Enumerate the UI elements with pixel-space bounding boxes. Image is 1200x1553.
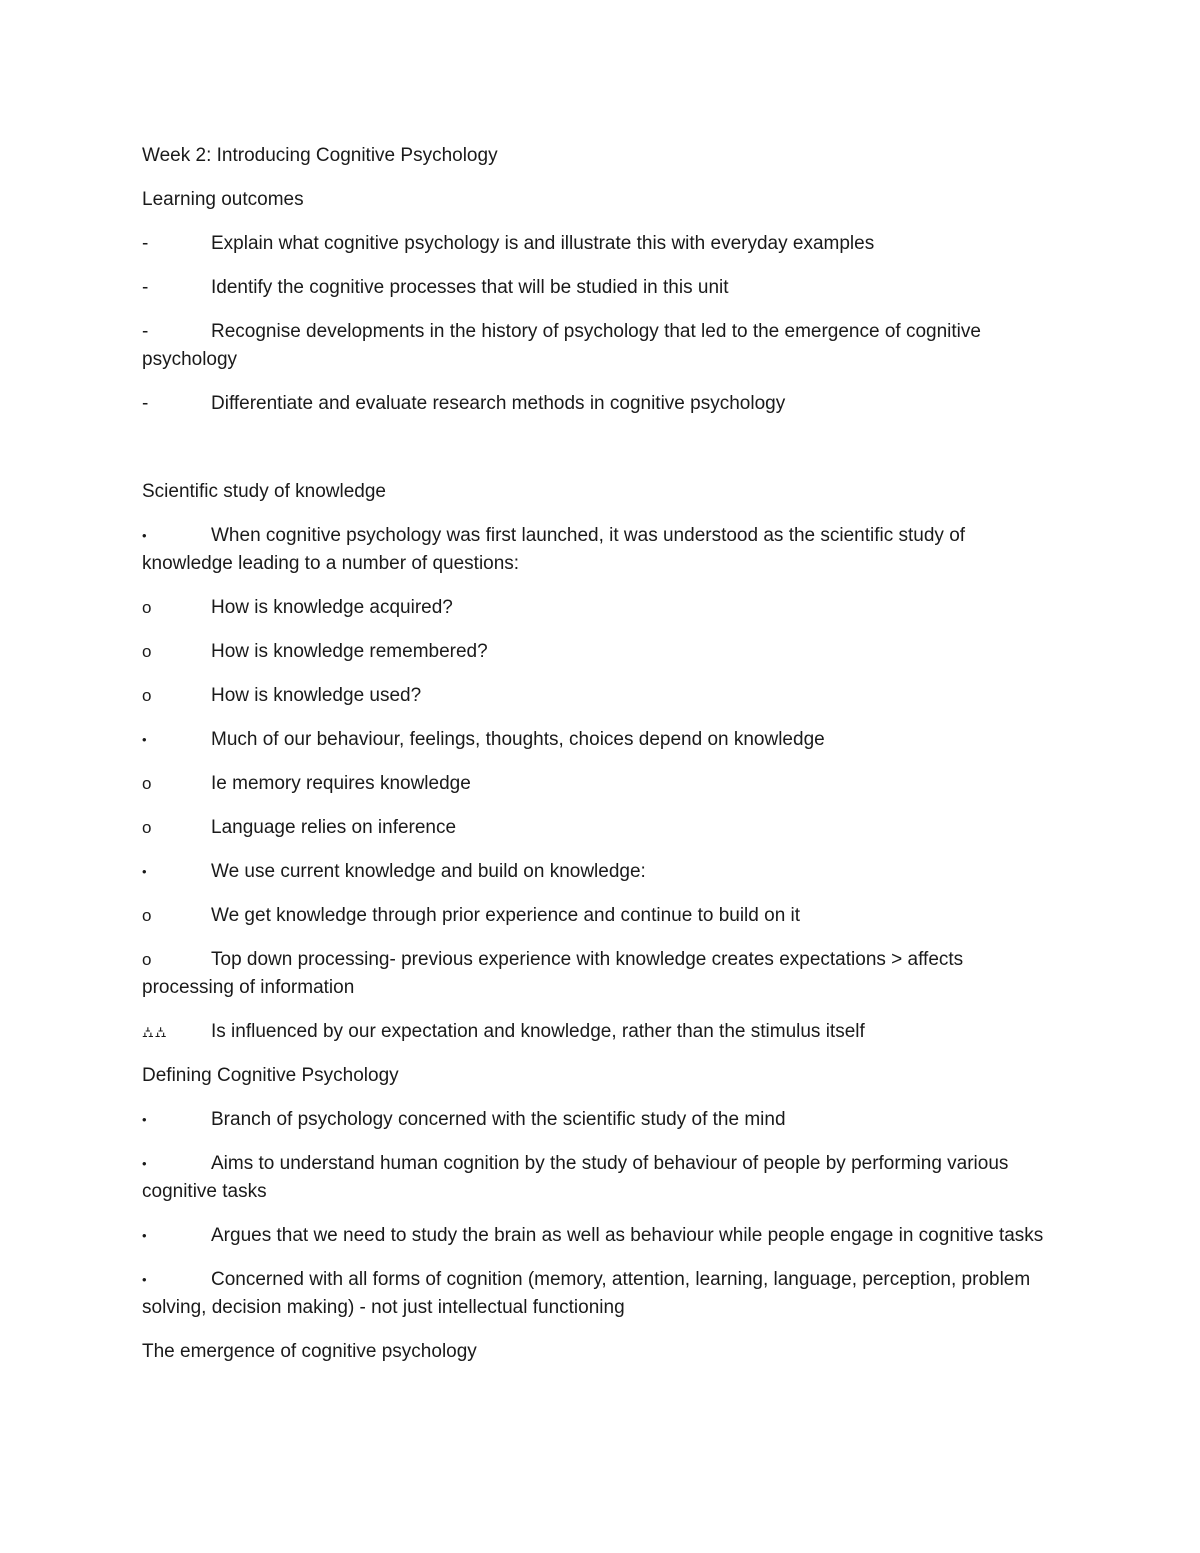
list-item — [142, 1222, 1057, 1250]
sub-bullet-marker: o — [142, 950, 152, 969]
list-item — [142, 1266, 1057, 1322]
list-item-text: We get knowledge through prior experience and continue to build on it — [211, 905, 801, 926]
list-item-text: Branch of psychology concerned with the scientific study of the mind — [211, 1109, 786, 1130]
list-item — [142, 522, 1057, 578]
bullet-marker: • — [142, 1156, 147, 1171]
list-item — [142, 638, 1057, 666]
dash-marker: - — [142, 233, 149, 254]
list-item — [142, 390, 1057, 418]
list-item-text: Concerned with all forms of cognition (memory, attention, learning, language, perception, problem solving, decision making) - not just intellectual functioning — [142, 1269, 1031, 1318]
list-item-text: Ie memory requires knowledge — [211, 773, 471, 794]
section-heading-defining: Defining Cognitive Psychology — [142, 1065, 399, 1086]
list-item — [142, 946, 1057, 1002]
list-item — [142, 1150, 1057, 1206]
list-item — [142, 230, 1057, 258]
sub-bullet-marker: o — [142, 818, 152, 837]
dash-marker: - — [142, 321, 149, 342]
sub-bullet-marker: o — [142, 642, 152, 661]
sub-bullet-marker: o — [142, 906, 152, 925]
list-item-text: Recognise developments in the history of psychology that led to the emergence of cognitive psychology — [142, 321, 981, 370]
list-item-text: Differentiate and evaluate research methods in cognitive psychology — [211, 393, 786, 414]
list-item-text: How is knowledge used? — [211, 685, 422, 706]
section-heading-emergence: The emergence of cognitive psychology — [142, 1341, 477, 1362]
dash-marker: - — [142, 277, 149, 298]
list-item — [142, 1106, 1057, 1134]
list-item-text: Aims to understand human cognition by the study of behaviour of people by performing various cognitive tasks — [142, 1153, 1009, 1202]
list-item — [142, 814, 1057, 842]
page-title: Week 2: Introducing Cognitive Psychology — [142, 145, 498, 166]
list-item-text: Top down processing- previous experience with knowledge creates expectations > affects processing of information — [142, 949, 964, 998]
document-body — [142, 142, 1057, 1382]
list-item-text: We use current knowledge and build on knowledge: — [211, 861, 646, 882]
list-item — [142, 594, 1057, 622]
bullet-marker: • — [142, 1112, 147, 1127]
list-item — [142, 1018, 1057, 1046]
sub-bullet-marker: o — [142, 686, 152, 705]
list-item-text: How is knowledge acquired? — [211, 597, 453, 618]
list-item-text: Explain what cognitive psychology is and illustrate this with everyday examples — [211, 233, 875, 254]
list-item-text: When cognitive psychology was first launched, it was understood as the scientific study of knowledge leading to a number of questions: — [142, 525, 966, 574]
section-heading-scientific-study: Scientific study of knowledge — [142, 481, 386, 502]
list-item-text: Argues that we need to study the brain as well as behaviour while people engage in cognitive tasks — [211, 1225, 1044, 1246]
sub-bullet-marker: o — [142, 774, 152, 793]
list-item-text: Is influenced by our expectation and knowledge, rather than the stimulus itself — [211, 1021, 865, 1042]
list-item — [142, 318, 1057, 374]
section-heading-learning-outcomes: Learning outcomes — [142, 189, 304, 210]
list-item-text: Identify the cognitive processes that will be studied in this unit — [211, 277, 729, 298]
sub-bullet-marker: o — [142, 598, 152, 617]
list-item-text: Much of our behaviour, feelings, thoughts, choices depend on knowledge — [211, 729, 825, 750]
list-item — [142, 902, 1057, 930]
list-item — [142, 682, 1057, 710]
list-item-text: How is knowledge remembered? — [211, 641, 488, 662]
bullet-marker: • — [142, 1272, 147, 1287]
list-item — [142, 726, 1057, 754]
symbol-marker-icon: ⛼⛼ — [142, 1023, 168, 1041]
bullet-marker: • — [142, 864, 147, 879]
list-item — [142, 858, 1057, 886]
list-item — [142, 770, 1057, 798]
spacer — [142, 434, 1057, 478]
bullet-marker: • — [142, 1228, 147, 1243]
list-item — [142, 274, 1057, 302]
list-item-text: Language relies on inference — [211, 817, 457, 838]
bullet-marker: • — [142, 528, 147, 543]
bullet-marker: • — [142, 732, 147, 747]
dash-marker: - — [142, 393, 149, 414]
